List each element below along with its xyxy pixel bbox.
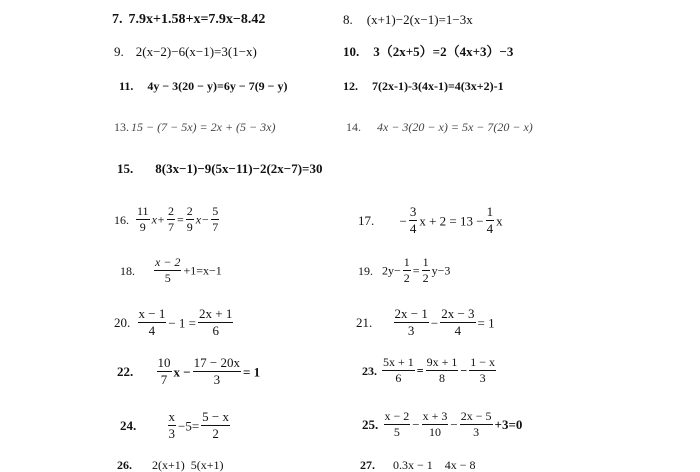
problem-19 [358, 256, 450, 285]
problem-number: 17. [358, 213, 375, 229]
numerator: 2 [186, 205, 194, 220]
term: x + 2 = 13 − [419, 213, 484, 229]
numerator: 4x − 8 [444, 458, 476, 472]
equation: 2(x−2)−6(x−1)=3(1−x) [135, 44, 257, 59]
problem-13 [114, 121, 275, 133]
numerator: 2x + 1 [198, 307, 233, 323]
problem-22 [117, 356, 260, 388]
fraction [186, 205, 194, 234]
term: = 1 [243, 364, 261, 380]
equation: 7(2x-1)-3(4x-1)=4(3x+2)-1 [372, 79, 504, 93]
numerator: 17 − 20x [193, 356, 241, 372]
problem-9 [114, 45, 257, 58]
denominator: 3 [407, 323, 415, 339]
fraction [211, 205, 219, 234]
numerator: 3 [409, 205, 418, 221]
denominator: 4 [148, 323, 156, 339]
problem-number: 13. [114, 120, 129, 134]
problem-number: 15. [117, 161, 134, 176]
term: − [450, 417, 458, 433]
problem-18 [120, 256, 222, 285]
fraction [138, 307, 167, 339]
numerator: 5x + 1 [382, 356, 415, 371]
problem-25 [362, 410, 522, 439]
fraction [422, 256, 430, 285]
numerator: 2x − 5 [460, 410, 493, 425]
fraction [394, 307, 429, 339]
fraction [440, 307, 475, 339]
numerator: 1 [403, 256, 411, 271]
term: x − [173, 364, 191, 380]
term: x [496, 213, 503, 229]
problem-16 [114, 205, 221, 234]
problem-number: 23. [362, 363, 377, 378]
numerator: x − 1 [138, 307, 167, 323]
denominator: 3 [473, 425, 480, 440]
numerator: 1 [422, 256, 430, 271]
term: 2y− [382, 263, 401, 278]
equation: (x+1)−2(x−1)=1−3x [366, 12, 473, 27]
problem-number: 8. [343, 12, 353, 27]
denominator: 5 [393, 425, 400, 440]
term: +3=0 [494, 417, 523, 433]
numerator: 1 − x [469, 356, 496, 371]
fraction [201, 410, 230, 442]
problem-number: 22. [117, 364, 134, 380]
term: y−3 [431, 263, 451, 278]
fraction [403, 256, 411, 285]
problem-number: 27. [360, 458, 375, 472]
term: = [177, 212, 184, 227]
term: − [399, 213, 407, 229]
fraction [460, 410, 493, 439]
fraction [409, 205, 418, 237]
problem-number: 24. [120, 418, 137, 434]
term: − [460, 363, 468, 378]
problem-number: 18. [120, 263, 135, 278]
denominator: 3 [168, 426, 175, 442]
denominator: 4 [454, 323, 462, 339]
numerator: 1 [486, 205, 495, 221]
problem-number: 25. [362, 417, 379, 433]
fraction [157, 356, 172, 388]
fraction [384, 410, 411, 439]
numerator: 9x + 1 [426, 356, 459, 371]
problem-number: 11. [119, 79, 134, 93]
denominator: 6 [212, 323, 219, 339]
term: − [412, 417, 420, 433]
problem-number: 19. [358, 263, 373, 278]
fraction [198, 307, 233, 339]
numerator: 0.3x − 1 [393, 458, 433, 472]
denominator: 10 [429, 425, 442, 440]
term: x− [195, 212, 210, 227]
problem-27 [360, 459, 476, 471]
fraction [168, 410, 177, 442]
problem-20 [114, 307, 235, 339]
equation: 7.9x+1.58+x=7.9x−8.42 [128, 12, 266, 27]
equation: 8(3x−1)−9(5x−11)−2(2x−7)=30 [155, 161, 323, 176]
denominator: 7 [168, 220, 174, 235]
numerator: 5 [211, 205, 219, 220]
problem-number: 7. [112, 12, 123, 27]
denominator: 2 [403, 271, 410, 286]
fraction [422, 410, 449, 439]
fraction [136, 205, 150, 234]
problem-number: 14. [346, 120, 361, 134]
numerator: x − 2 [154, 256, 181, 271]
equation: 4x − 3(20 − x) = 5x − 7(20 − x) [377, 120, 533, 134]
denominator: 8 [439, 371, 446, 386]
fraction [193, 356, 241, 388]
problem-number: 9. [114, 44, 124, 59]
term: +1=x−1 [183, 263, 222, 278]
fraction [469, 356, 496, 385]
problem-number: 26. [117, 458, 132, 472]
term: −5= [178, 418, 200, 434]
problem-number: 20. [114, 315, 131, 331]
problem-15 [117, 162, 322, 175]
numerator: 2x − 3 [440, 307, 475, 323]
term: = 1 [477, 315, 495, 331]
problem-11 [119, 80, 288, 92]
problem-23 [362, 356, 498, 385]
problem-number: 21. [356, 315, 373, 331]
denominator: 4 [486, 221, 494, 237]
fraction [486, 205, 495, 237]
problem-12 [343, 80, 504, 92]
problem-number: 12. [343, 79, 358, 93]
numerator: 5 − x [201, 410, 230, 426]
denominator: 3 [213, 372, 221, 388]
denominator: 9 [139, 220, 146, 235]
denominator: 5 [164, 271, 171, 286]
term: x+ [151, 212, 165, 227]
problem-26 [117, 459, 224, 471]
fraction [154, 256, 181, 285]
equation: 4y − 3(20 − y)=6y − 7(9 − y) [147, 79, 288, 93]
term: = [416, 363, 424, 378]
problem-21 [356, 307, 495, 339]
numerator: 2 [167, 205, 175, 220]
problem-10 [343, 45, 513, 58]
fraction [167, 205, 175, 234]
numerator: 2x − 1 [394, 307, 429, 323]
numerator: 11 [136, 205, 150, 220]
denominator: 3 [479, 371, 486, 386]
fraction [426, 356, 459, 385]
problem-14 [346, 121, 533, 133]
numerator: x [168, 410, 177, 426]
denominator: 2 [212, 426, 219, 442]
problem-17 [358, 205, 503, 237]
numerator: 5(x+1) [190, 458, 224, 472]
problem-8 [343, 13, 473, 26]
denominator: 7 [160, 372, 168, 388]
numerator: x + 3 [422, 410, 449, 425]
numerator: 10 [157, 356, 172, 372]
term: = [412, 263, 420, 278]
denominator: 4 [409, 221, 417, 237]
problem-7 [112, 13, 265, 27]
equation: 15 − (7 − 5x) = 2x + (5 − 3x) [131, 120, 276, 134]
denominator: 6 [395, 371, 402, 386]
equation: 3（2x+5）=2（4x+3）−3 [373, 44, 514, 59]
denominator: 2 [422, 271, 429, 286]
numerator: 2(x+1) [152, 458, 185, 472]
problem-24 [120, 410, 232, 442]
problem-number: 10. [343, 44, 360, 59]
term: − 1 = [168, 315, 197, 331]
fraction [382, 356, 415, 385]
denominator: 9 [186, 220, 193, 235]
term: − [430, 315, 439, 331]
denominator: 7 [212, 220, 219, 235]
numerator: x − 2 [384, 410, 411, 425]
problem-number: 16. [114, 212, 129, 227]
